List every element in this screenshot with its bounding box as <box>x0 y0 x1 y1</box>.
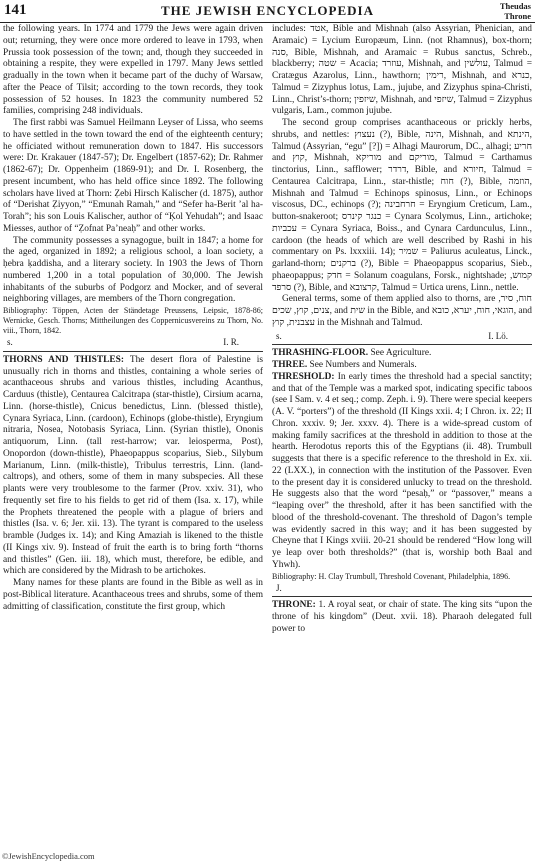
thorn-paragraph-2: The first rabbi was Samuel Heilmann Leyser of Lissa, who seems to have settled in the town toward the end of the eighteenth century; he officiated without remuneration down to 1847. His successors were: Dr. Krakauer (1847-57); Dr. Engelbert (1857-62); Dr. Rahmer (1862-67); Dr. Oppenheim (1869-91); and Dr. I. Rosenberg, the present incumbent, who has held office since 1892. The following scholars have lived at Thorn: Ẓebi Hirsch Kalischer (d. 1875), author of “Derishat Ẓiyyon,” “Emunah Ramah,” and “Sefer ha-Berit ’al ha-Torah”; his son Louis Kalischer, author of “Ḳol Yehudah”; and Isaac Miesses, author of “Ẓofnat Pa’neaḥ” and other works. <box>3 118 263 234</box>
threshold-headword: THRESHOLD: <box>272 371 335 382</box>
right-column <box>272 24 532 636</box>
page-number: 141 <box>4 2 27 18</box>
throne-headword: THRONE: <box>272 600 316 611</box>
signature-author: I. R. <box>223 337 239 347</box>
three-headword: THREE. <box>272 360 308 370</box>
catchword-last: Throne <box>504 11 531 21</box>
three-crossref: See Numbers and Numerals. <box>307 360 417 370</box>
thrashing-floor-crossref: See Agriculture. <box>368 348 432 359</box>
thrashing-floor-headword: THRASHING-FLOOR. <box>272 348 369 359</box>
threshold-text: In early times the threshold had a special sanctity; and that of the Temple was a marked spot, indicating specific taboos (see I Sam. v. 4 et seq.; comp. Zeph. i. 9). There were special keepers (A. V. “porters”) of the threshold (II Kings xxii. 4; I Chron. ix. 22; II Chron. xxxiv. 9; Jer. xxxv. 4). There is a wide-spread custom of making family sacrifices at the threshold in addition to those at the hearth. Herodotus reports this of the Egyptians (ii. 48). Trumbull suggests that there is a specific reference to the threshold in Ex. xii. 22 (LXX.), in connection with the institution of the Passover. Even to the present day it is considered unlucky to tread on the threshold. He suggests also that the word “pesaḥ,” or “passover,” means a “leaping over” the threshold, after it has been sanctified with the blood of the threshold-covenant. The threshold of Dagon’s temple was evidently sacred in this way; and it has been suggested by Cheyne that I Kings xviii. 20-21 should be rendered “How long will ye leap over both thresholds?” (that is, worship both Baal and Yhwh). <box>272 371 532 570</box>
catchword-first: Theudas <box>499 1 531 11</box>
header-rule <box>0 22 535 23</box>
thorns-headword: THORNS AND THISTLES: <box>3 354 124 365</box>
thorns-paragraph-3: includes: אטד, Bible and Mishnah (also Assyrian, Phenician, and Aramaic) = Lycium Europæum, Linn. (not Rhamnus), box-thorn; סנה, Bible, Mishnah, and Aramaic = Rubus sanctus, Schreb., blackberry; שטה = Acacia; עוזרד, Mishnah, and עולשין, Talmud = Cratægus Azarolus, Linn., hawthorn; רימין, Mishnah, and כנרא, Talmud = Zizyphus lotus, Lam., jujube, and Zizyphus spina-Christi, Linn., Christ’s-thorn; שיזפין, Mishnah, and שיזפי, Talmud = Zizyphus vulgaris, Lam., common jujube. <box>272 24 533 117</box>
thorn-paragraph-3: The community possesses a synagogue, built in 1847; a home for the aged, organized in 1892; a religious school, a loan society, a ḥebra ḳaddisha, and a literary society. In 1903 the Jews of Thorn numbered 1,200 in a total population of 30,000. The Jewish inhabitants of the suburbs of Podgorz and Mocker, and of several neighboring villages, are members of the Thorn congregation. <box>3 235 263 305</box>
article-divider <box>272 596 532 597</box>
throne-article <box>272 600 532 635</box>
thorn-signature <box>3 337 263 349</box>
thorns-paragraph-5: General terms, some of them applied also to thorns, are חוח, סיר, צנים, קוץ, שכים, and שית in the Bible, and הוגאי, חוח, יערא, כובא, and עצבנית, קוץ in the Mishnah and Talmud. <box>272 294 532 328</box>
footer-url: JewishEncyclopedia.com <box>8 851 95 861</box>
thorns-text: The desert flora of Palestine is unusually rich in thorns and thistles, containing a whole series of acanthaceous shrubs and various thistles, including Acanthus, Carduus (thistle), Centaurea Calcitrapa (star-thistle), Cirsium acarna, Linn. (horse-thistle), Cnicus benedictus, Linn. (blessed thistle), Cynara Syriaca, Linn. (cardoon), Echinops (globe-thistle), Eryngium nitraria, Nosea, Notobasis Syriaca, Linn. (Syrian thistle), Ononis antiquorum, Linn. (tall rest-harrow; var. leiosperma, Post), Onopordon (down-thistle), Phaeopappus scoparius, Sieb., Silybum Marianum, Linn. (milk-thistle), Tribulus terrestris, Linn. (land-caltrops), and others, some of them in many subspecies. All these plants were very troublesome to the farmer (Prov. xxiv. 31), who frequently set fire to his fields to get rid of them (Isa. x. 17), while the Prophets threatened the people with a plague of briers and thistles (Isa. v. 6; Jer. xii. 13). The tyrant is compared to the useless bramble (Judges ix. 14); and King Amaziah is likened to the thistle (II Kings xiv. 9). Instead of fruit the earth is to bring forth “thorns and thistles” (Gen. iii. 18), which must, therefore, be edible, and which are considered by the Midrash to be artichokes. <box>3 354 263 577</box>
signature-initial: J. <box>276 582 282 593</box>
thrashing-floor-entry <box>272 348 532 360</box>
thorns-paragraph-2: Many names for these plants are found in the Bible as well as in post-Biblical literature. Acanthaceous trees and shrubs, some of them admitting of classification, constitute the first group, which <box>3 578 263 612</box>
thorn-paragraph-1: the following years. In 1774 and 1779 the Jews were again driven out; returning, they were once more ordered to leave in 1793, when Prussia took possession of the town; and, though they succeeded in obtaining a respite, they were expelled in 1797. Many Jews settled gradually in the town when it became part of the duchy of Warsaw, after the Peace of Tilsit; according to the town records, they took possession of 52 houses. In 1823 the community numbered 52 families, comprising 248 individuals. <box>3 24 263 117</box>
three-entry <box>272 360 532 372</box>
article-divider <box>3 351 263 352</box>
thorns-signature <box>272 331 532 343</box>
signature-initial: s. <box>276 330 282 341</box>
threshold-bibliography: Bibliography: H. Clay Trumbull, Threshold Covenant, Philadelphia, 1896. <box>272 571 511 581</box>
page-header <box>0 0 535 24</box>
threshold-article <box>272 372 532 572</box>
signature-author: I. Lö. <box>488 330 508 341</box>
thorns-paragraph-4: The second group comprises acanthaceous or prickly herbs, shrubs, and nettles: נעצוץ (?), Bible, הינה, Mishnah, and הינתא, Talmud (Assyrian, “egu” [?]) = Alhagi Maurorum, DC., alhagi; חריע and קוץ, Mishnah, מוריקא and מוריקם, Talmud = Carthamus tinctorius, Linn., safflower; דרדר, Bible, and חיורא, Talmud = Centaurea Calcitrapa, Linn., star-thistle; חוח (?), Bible, הוזמה, Mishnah and Talmud = Echinops spinosus, Linn., or Echinops viscosus, DC., echinops (?); חרחבינה = Eryngium Creticum, Lam., button-snakeroot; כנגר קינרס = Cynara Scolymus, Linn., artichoke; עכביות = Cynara Syriaca, Boiss., and Cynara Cardunculus, Linn., cardoon (the heads of which are well described by Rashi in his commentary on Ps. lxxxiii. 14); שמיר = Paliurus aculeatus, Linck., garland-thorn; ברקנים (?), Bible = Phaeopappus scoparius, Sieb., phaeopappus; חדק = Solanum coagulans, Forsk., nightshade; קמוש, סרפד (?), Bible, and קרצובא, Talmud = Urtica urens, Linn., nettle. <box>272 118 533 293</box>
threshold-signature <box>272 583 532 595</box>
thorns-article <box>3 355 263 578</box>
throne-text: 1. A royal seat, or chair of state. The king sits “upon the throne of his kingdom” (Deut. xvii. 18). Pharaoh delegated full power to <box>272 600 532 634</box>
signature-initial: s. <box>7 337 13 347</box>
left-column <box>3 24 263 613</box>
copyright-icon: © <box>2 851 9 861</box>
thorn-bibliography: Bibliography: Töppen, Acten der Ständetage Preussens, Leipsic, 1878-86; Wernicke, Gesch. Thorns; Mittheilungen des Coppernicusvereins zu Thorn, No. viii., Thorn, 1842. <box>3 306 263 335</box>
footer-watermark <box>2 851 95 861</box>
running-title: THE JEWISH ENCYCLOPEDIA <box>161 3 374 18</box>
article-divider <box>272 344 532 345</box>
